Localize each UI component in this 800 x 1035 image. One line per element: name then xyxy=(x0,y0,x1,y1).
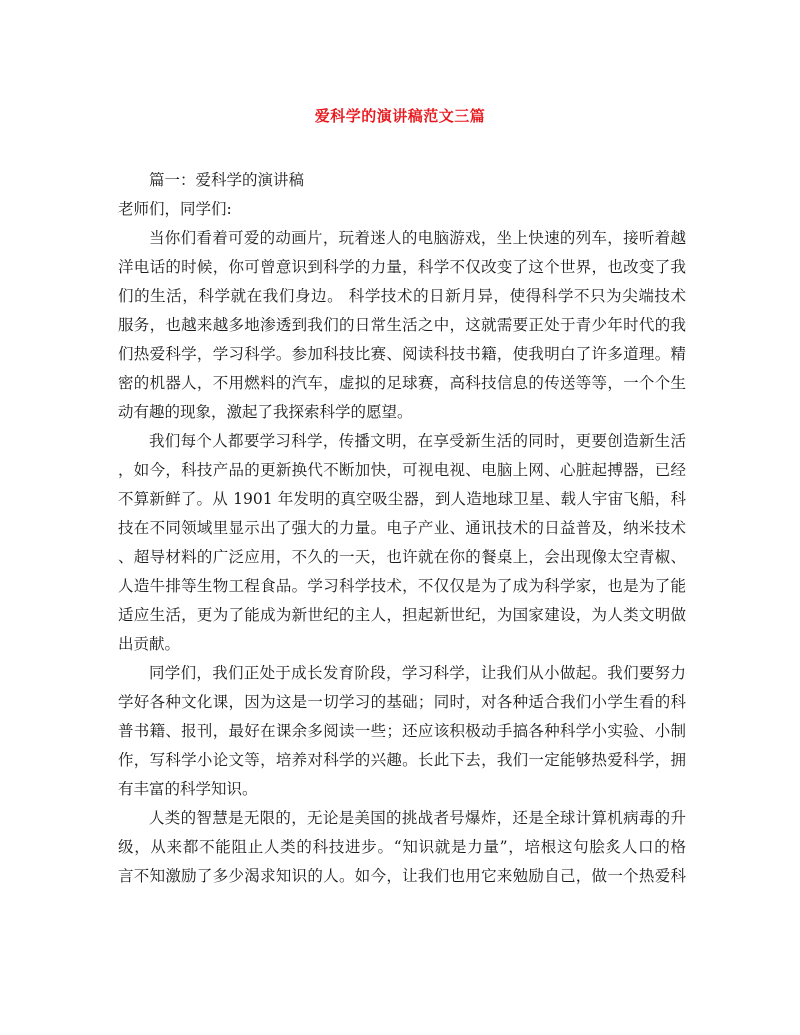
paragraph-line: 同学们，我们正处于成长发育阶段，学习科学，让我们从小做起。我们要努力 xyxy=(149,664,686,682)
paragraph-line: 不算新鲜了。从 1901 年发明的真空吸尘器，到人造地球卫星、载人宇宙飞船，科 xyxy=(118,490,686,508)
document-title: 爱科学的演讲稿范文三篇 xyxy=(314,107,486,125)
paragraph-line: 们热爱科学，学习科学。参加科技比赛、阅读科技书籍，使我明白了许多道理。精 xyxy=(118,345,686,363)
paragraph-line: 当你们看着可爱的动画片，玩着迷人的电脑游戏，坐上快速的列车，接听着越 xyxy=(149,229,686,247)
paragraph-line: 出贡献。 xyxy=(118,635,181,653)
paragraph-line: 言不知激励了多少渴求知识的人。如今，让我们也用它来勉励自己，做一个热爱科 xyxy=(118,867,686,885)
paragraph-line: 适应生活，更为了能成为新世纪的主人，担起新世纪，为国家建设，为人类文明做 xyxy=(118,606,686,624)
paragraph-line: 们的生活，科学就在我们身边。 科学技术的日新月异，使得科学不只为尖端技术 xyxy=(118,287,686,305)
salutation-line: 老师们，同学们: xyxy=(118,200,232,218)
paragraph-line: 动有趣的现象，激起了我探索科学的愿望。 xyxy=(118,403,413,421)
paragraph-line: 普书籍、报刊，最好在课余多阅读一些；还应该积极动手搞各种科学小实验、小制 xyxy=(118,722,686,740)
paragraph-line: 技在不同领域里显示出了强大的力量。电子产业、通讯技术的日益普及，纳米技术 xyxy=(118,519,686,537)
paragraph-line: 学好各种文化课，因为这是一切学习的基础；同时，对各种适合我们小学生看的科 xyxy=(118,693,686,711)
paragraph-line: ，如今，科技产品的更新换代不断加快，可视电视、电脑上网、心脏起搏器，已经 xyxy=(118,461,686,479)
paragraph-line: 洋电话的时候，你可曾意识到科学的力量，科学不仅改变了这个世界，也改变了我 xyxy=(118,258,686,276)
paragraph-line: 密的机器人，不用燃料的汽车，虚拟的足球赛，高科技信息的传送等等，一个个生 xyxy=(118,374,686,392)
paragraph-line: 有丰富的科学知识。 xyxy=(118,780,258,798)
paragraph-line: 我们每个人都要学习科学，传播文明，在享受新生活的同时，更要创造新生活 xyxy=(149,432,686,450)
paragraph-line: 人造牛排等生物工程食品。学习科学技术，不仅仅是为了成为科学家，也是为了能 xyxy=(118,577,686,595)
section-heading: 篇一：爱科学的演讲稿 xyxy=(149,171,305,189)
paragraph-line: 服务，也越来越多地渗透到我们的日常生活之中，这就需要正处于青少年时代的我 xyxy=(118,316,686,334)
paragraph-line: 级，从来都不能阻止人类的科技进步。“知识就是力量”，培根这句脍炙人口的格 xyxy=(118,838,686,856)
paragraph-line: 作，写科学小论文等，培养对科学的兴趣。长此下去，我们一定能够热爱科学，拥 xyxy=(118,751,686,769)
paragraph-line: 、超导材料的广泛应用，不久的一天，也许就在你的餐桌上，会出现像太空青椒、 xyxy=(118,548,686,566)
paragraph-line: 人类的智慧是无限的，无论是美国的挑战者号爆炸，还是全球计算机病毒的升 xyxy=(149,809,686,827)
document-body xyxy=(118,166,686,891)
